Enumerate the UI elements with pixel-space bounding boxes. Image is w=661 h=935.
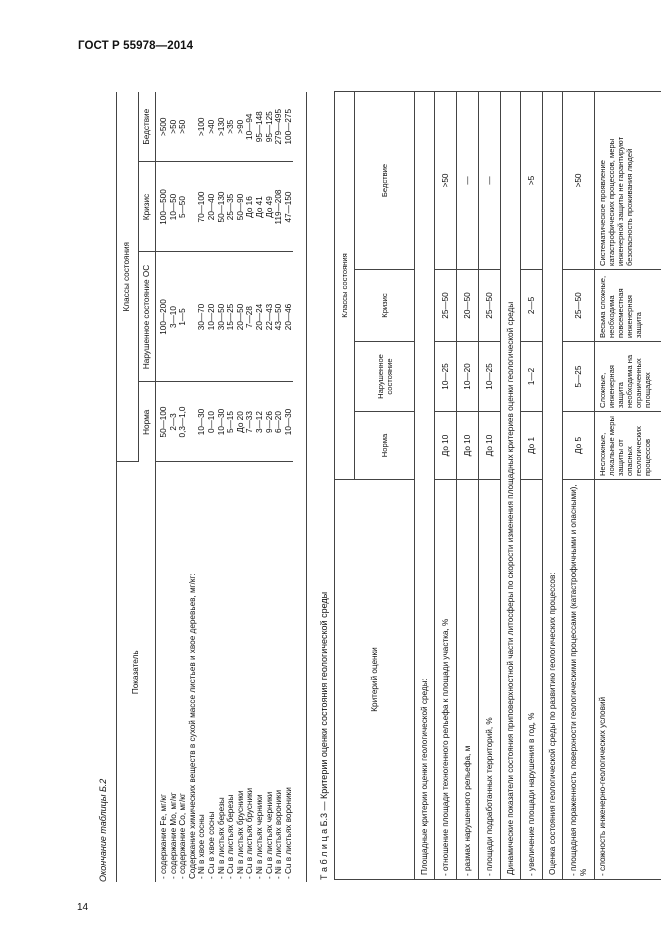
b2-norm-value: 6—20 [274, 411, 284, 433]
b3-row-label: - размах нарушенного рельефа, м [457, 480, 479, 880]
b3-norm-value: До 10 [457, 412, 479, 480]
table-row [595, 91, 661, 879]
document-header: ГОСТ Р 55978—2014 [78, 40, 194, 52]
b2-viol-value: 10—20 [206, 303, 216, 331]
b3-disaster-value: >50 [563, 91, 595, 269]
b2-viol-value: 100—200 [159, 299, 168, 335]
b3-viol-value: 10—20 [457, 342, 479, 412]
b2-disaster-value: >50 [168, 119, 178, 134]
b3-viol-value: Сложные, инженерная защита необходима на ограниченных площадях [595, 342, 661, 412]
b3-viol-value: 1—2 [521, 342, 543, 412]
b3-norm-value: До 1 [521, 412, 543, 480]
b2-crisis-value: 70—100 [197, 191, 207, 223]
b2-viol-value: 30—70 [197, 303, 207, 331]
table-b3-block [316, 92, 652, 880]
b2-row-label: - Ni в листьях черники [254, 794, 264, 879]
b3-col-norm-header: Норма [355, 412, 415, 480]
b2-row-label: - Cu в листьях вороники [283, 787, 293, 879]
b2-disaster-value: 95—148 [254, 111, 264, 143]
b2-norm-value: 10—30 [283, 408, 293, 436]
b2-crisis-value: 50—130 [216, 191, 226, 223]
b2-crisis-value: 25—35 [226, 193, 236, 221]
b2-norm-cell [156, 382, 294, 462]
col-disaster-header: Бедствие [139, 92, 156, 162]
b2-norm-value: 0,3—1,0 [178, 406, 188, 438]
b2-row-label: - Cu в листьях березы [226, 794, 236, 879]
b3-viol-value: 10—25 [479, 342, 501, 412]
b2-norm-value: 9—26 [264, 411, 274, 433]
b2-disaster-value: >90 [235, 119, 245, 134]
b2-crisis-value: До 41 [254, 196, 264, 218]
b2-viol-value: 43—50 [274, 303, 284, 331]
b2-crisis-value: 119—208 [274, 189, 284, 225]
b3-crisis-value: 20—50 [457, 270, 479, 342]
b2-row-label: - Ni в листьях березы [216, 797, 226, 879]
b3-section-title: Площадные критерии оценки геологической среды: [415, 91, 435, 879]
table-row [521, 91, 543, 879]
b2-norm-value: 2—3 [168, 413, 178, 431]
b2-row-label: - содержание Fe, мг/кг [159, 794, 168, 879]
b2-viol-value: 20—50 [235, 303, 245, 331]
b2-disaster-value: >35 [226, 119, 236, 134]
b2-crisis-value: До 16 [245, 196, 255, 218]
b2-row-label: - Cu в листьях брусники [245, 787, 255, 879]
table-row [479, 91, 501, 879]
b3-section-title: Динамические показатели состояния приповерхностной части литосферы по скорости изменения площадных критериев оценки геологической среды [501, 91, 521, 879]
col-indicator-header: Показатель [116, 462, 156, 882]
table-b3 [334, 91, 661, 880]
b2-norm-value: До 20 [235, 411, 245, 433]
b3-norm-value: До 10 [479, 412, 501, 480]
b3-disaster-value: — [479, 91, 501, 269]
b3-disaster-value: Систематическое проявление катастрофических процессов, меры инженерной защиты не гарантируют безопасность проживания людей [595, 91, 661, 269]
b2-crisis-value: 10—50 [168, 193, 178, 221]
b3-crisis-value: 25—50 [435, 270, 457, 342]
b2-crisis-value: 100—500 [159, 189, 168, 225]
b2-norm-value: 3—12 [254, 411, 264, 433]
table-b3-caption: Т а б л и ц а Б.3 — Критерии оценки состояния геологической среды [319, 591, 329, 880]
b2-crisis-value: 47—150 [283, 191, 293, 223]
table-b2-block [94, 92, 306, 882]
b2-norm-value: 10—30 [216, 408, 226, 436]
b2-disaster-value: >130 [216, 117, 226, 136]
b2-crisis-value: До 49 [264, 196, 274, 218]
b3-crisis-value: 25—50 [479, 270, 501, 342]
b2-norm-value: 5—15 [226, 411, 236, 433]
table-b2-caption: Окончание таблицы Б.2 [98, 778, 108, 882]
b2-disaster-value: 95—125 [264, 111, 274, 143]
b2-row-label: - содержание Co, мг/кг [178, 793, 188, 879]
b2-crisis-cell [156, 162, 294, 252]
b2-crisis-value: 5—50 [178, 196, 188, 218]
b2-disaster-value: >500 [159, 117, 168, 136]
col-classes-header: Классы состояния [116, 92, 139, 462]
b3-norm-value: До 5 [563, 412, 595, 480]
b3-crisis-value: Весьма сложные, необходима повсеместная инженерная защита [595, 270, 661, 342]
b2-crisis-value: 50—90 [235, 193, 245, 221]
b2-row-label: - Ni в листьях вороники [274, 789, 284, 879]
b2-viol-value: 20—24 [254, 303, 264, 331]
b2-violation-cell [156, 252, 294, 382]
b2-viol-value: 20—46 [283, 303, 293, 331]
b3-row-label: - отношение площади техногенного рельефа к площади участка, % [435, 480, 457, 880]
b3-disaster-value: >50 [435, 91, 457, 269]
b2-viol-value: 15—25 [226, 303, 236, 331]
b3-norm-value: Несложные, локальные меры защиты от опасных геологических процессов [595, 412, 661, 480]
b3-norm-value: До 10 [435, 412, 457, 480]
table-row [457, 91, 479, 879]
table-b2 [116, 92, 293, 882]
col-violation-header: Нарушенное состояние ОС [139, 252, 156, 382]
b3-col-criteria-header: Критерий оценки [335, 480, 415, 880]
b2-crisis-value: 20—40 [206, 193, 216, 221]
b2-disaster-cell [156, 92, 294, 162]
b3-row-label: - площади подработанных территорий, % [479, 480, 501, 880]
b2-row-label: - Cu в хвое сосны [206, 811, 216, 879]
b3-viol-value: 10—25 [435, 342, 457, 412]
b3-row-label: - сложность инженерно-геологических условий [595, 480, 661, 880]
b2-row-label: - Ni в листьях брусники [235, 790, 245, 879]
b2-disaster-value: 279—495 [274, 108, 284, 145]
b3-col-disaster-header: Бедствие [355, 91, 415, 269]
table-row [435, 91, 457, 879]
b2-viol-value: 30—50 [216, 303, 226, 331]
table-row [563, 91, 595, 879]
b3-col-violation-header: Нарушенное состояние [355, 342, 415, 412]
b3-col-classes-header: Классы состояния [335, 91, 355, 479]
b2-norm-value: 10—30 [197, 408, 207, 436]
b2-labels-cell [156, 462, 294, 882]
b2-norm-value: 7—33 [245, 411, 255, 433]
col-crisis-header: Кризис [139, 162, 156, 252]
page-number: 14 [77, 902, 89, 913]
b2-viol-value: 22—43 [264, 303, 274, 331]
b2-disaster-value: >50 [178, 119, 188, 134]
b2-disaster-value: >40 [206, 119, 216, 134]
b2-row-label: - Ni в хвое сосны [197, 814, 207, 879]
b2-row-label: Содержание химических веществ в сухой массе листьев и хвое деревьев, мг/кг: [187, 573, 197, 879]
b2-row-label: - содержание Mo, мг/кг [168, 792, 178, 879]
b2-viol-value: 1—5 [178, 308, 188, 326]
b3-disaster-value: — [457, 91, 479, 269]
b3-section-title: Оценка состояния геологической среды по развитию геологических процессов: [543, 91, 563, 879]
b2-disaster-value: 100—275 [283, 108, 293, 145]
col-norm-header: Норма [139, 382, 156, 462]
b3-viol-value: 5—25 [563, 342, 595, 412]
b2-viol-value: 3—10 [168, 306, 178, 328]
b2-norm-value: 50—100 [159, 406, 168, 438]
b2-row-label: - Cu в листьях черники [264, 791, 274, 879]
b2-disaster-value: 10—94 [245, 113, 255, 140]
b3-disaster-value: >5 [521, 91, 543, 269]
b3-crisis-value: 25—50 [563, 270, 595, 342]
b2-disaster-value: >100 [197, 117, 207, 136]
b3-row-label: - увеличение площади нарушения в год, % [521, 480, 543, 880]
b3-row-label: - площадная пораженность поверхности геологическими процессами (катастрофичными и опасными), % [563, 480, 595, 880]
b2-viol-value: 7—28 [245, 306, 255, 328]
b3-col-crisis-header: Кризис [355, 270, 415, 342]
b2-norm-value: 0—10 [206, 411, 216, 433]
b3-crisis-value: 2—5 [521, 270, 543, 342]
